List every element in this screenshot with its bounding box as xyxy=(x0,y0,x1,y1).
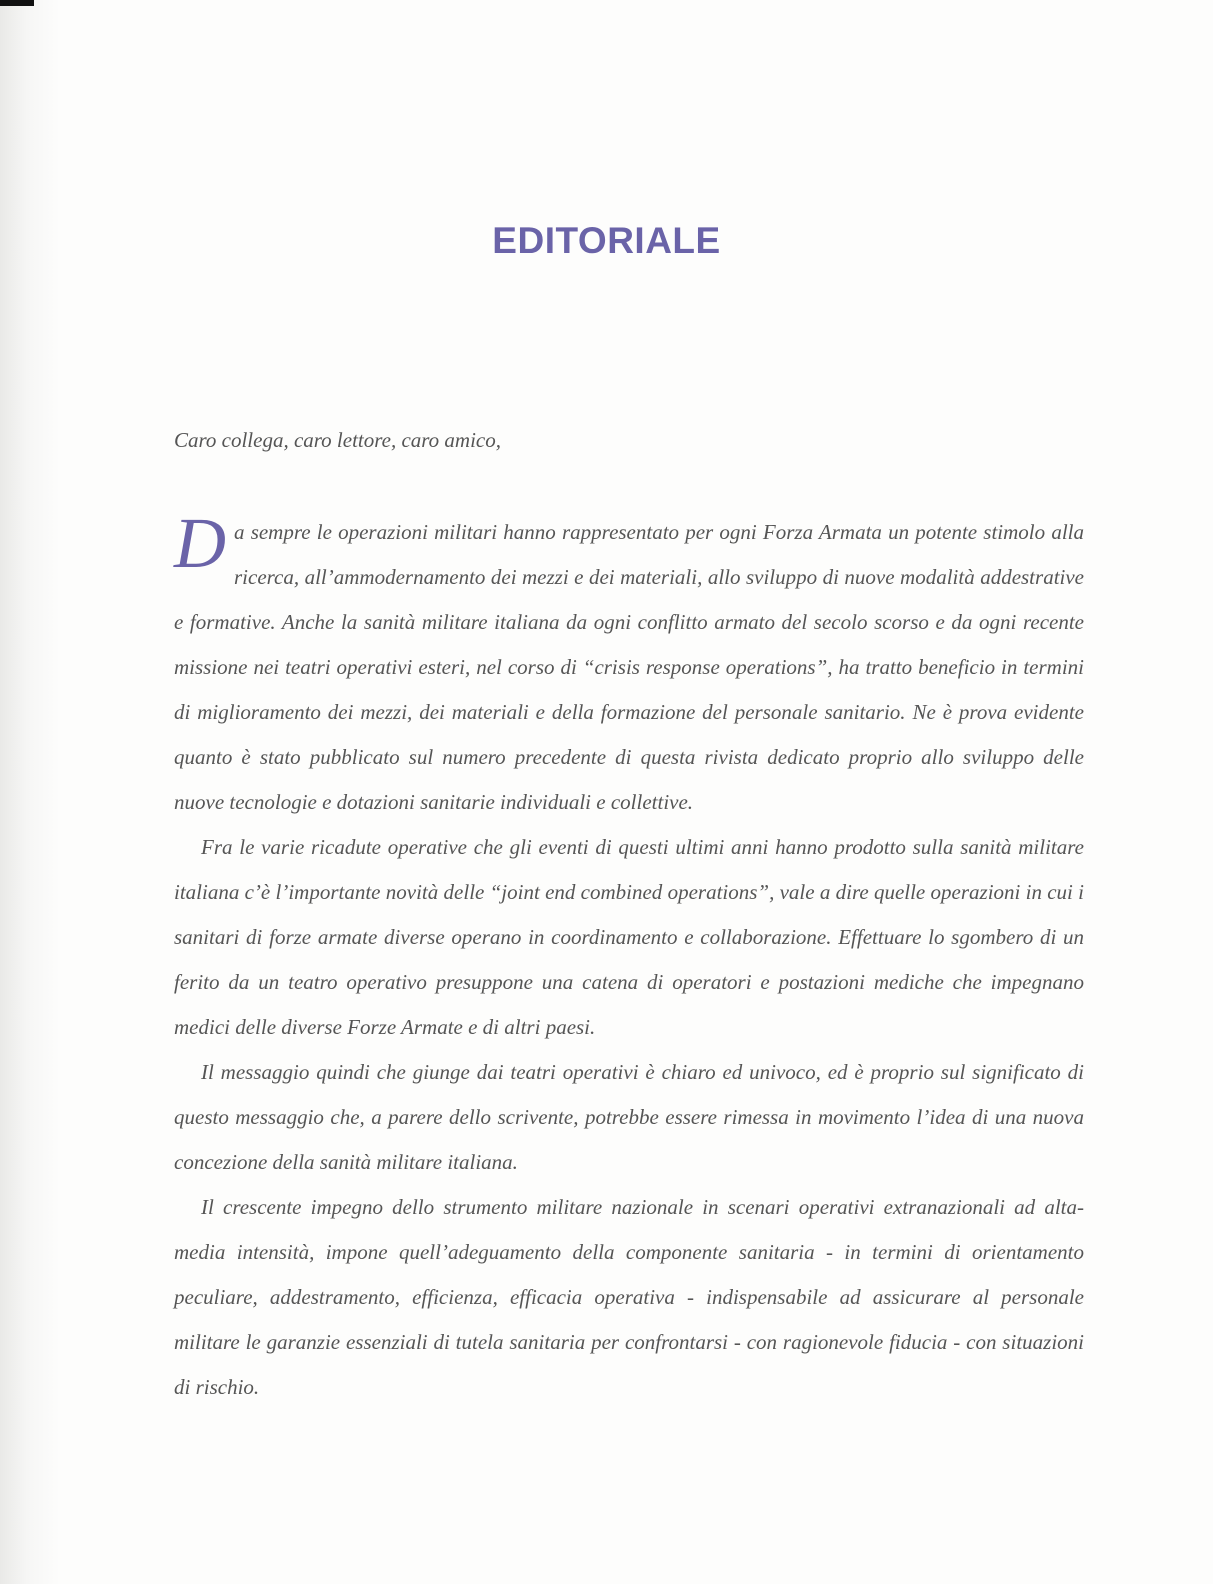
paragraph-2: Fra le varie ricadute operative che gli eventi di questi ultimi anni hanno prodotto sulla sanità militare italiana c’è l’importante novità delle “joint end combined operations”, vale a dire quelle operazioni in cui i sanitari di forze armate diverse operano in coordinamento e collaborazione. Effettuare lo sgombero di un ferito da un teatro operativo presuppone una catena di operatori e postazioni mediche che impegnano medici delle diverse Forze Armate e di altri paesi. xyxy=(174,835,1084,1039)
corner-scan-mark xyxy=(0,0,34,6)
page-title: EDITORIALE xyxy=(492,220,721,261)
salutation: Caro collega, caro lettore, caro amico, xyxy=(174,428,501,452)
drop-cap: D xyxy=(174,503,226,583)
paragraph-1-text: a sempre le operazioni militari hanno rappresentato per ogni Forza Armata un potente stimolo alla ricerca, all’ammodernamento dei mezzi e dei materiali, allo sviluppo di nuove modalità addestrative e formative. Anche la sanità militare italiana da ogni conflitto armato del secolo scorso e da ogni recente missione nei teatri operativi esteri, nel corso di “crisis response operations”, ha tratto beneficio in termini di miglioramento dei mezzi, dei materiali e della formazione del personale sanitario. Ne è prova evidente quanto è stato pubblicato sul numero precedente di questa rivista dedicato proprio allo sviluppo delle nuove tecnologie e dotazioni sanitarie individuali e collettive. xyxy=(174,520,1084,814)
editorial-body xyxy=(174,424,1084,1410)
paragraph-1 xyxy=(174,503,1084,825)
paragraph-3: Il messaggio quindi che giunge dai teatri operativi è chiaro ed univoco, ed è proprio sul significato di questo messaggio che, a parere dello scrivente, potrebbe essere rimessa in movimento l’idea di una nuova concezione della sanità militare italiana. xyxy=(174,1060,1084,1174)
paragraph-4: Il crescente impegno dello strumento militare nazionale in scenari operativi extranazionali ad alta-media intensità, impone quell’adeguamento della componente sanitaria - in termini di orientamento peculiare, addestramento, efficienza, efficacia operativa - indispensabile ad assicurare al personale militare le garanzie essenziali di tutela sanitaria per confrontarsi - con ragionevole fiducia - con situazioni di rischio. xyxy=(174,1195,1084,1399)
